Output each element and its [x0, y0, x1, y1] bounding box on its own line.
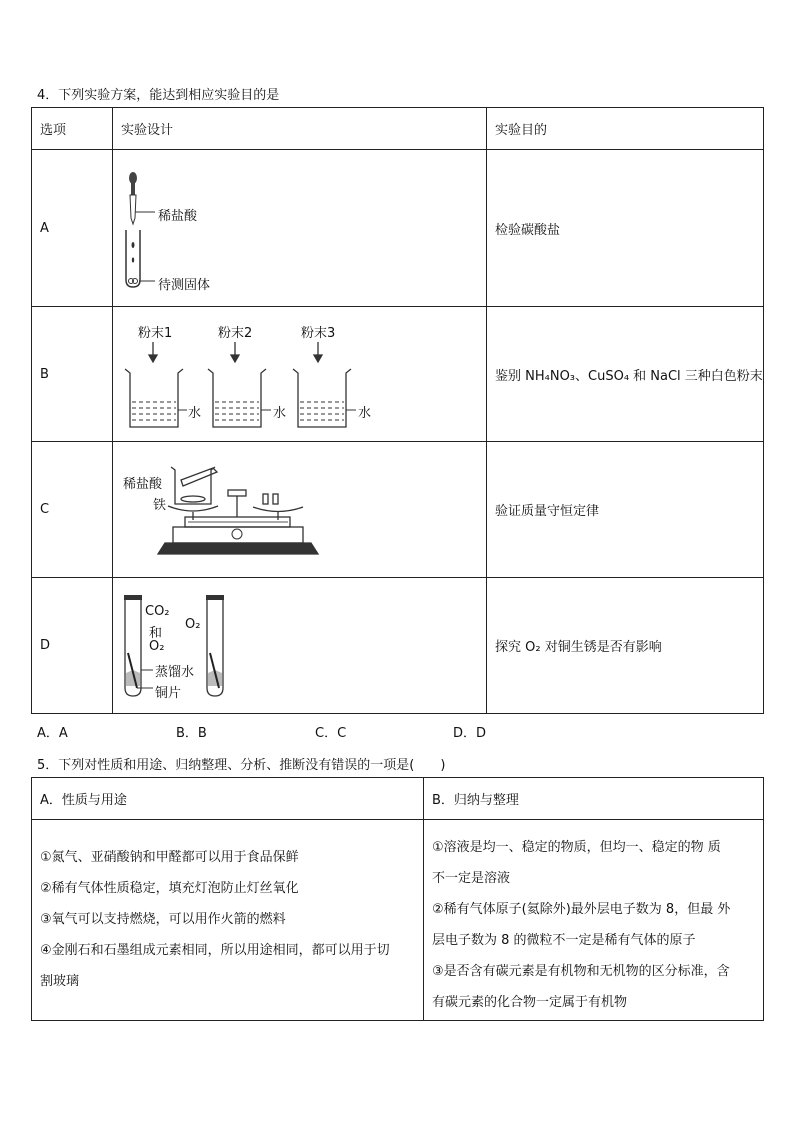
table-row-a: [32, 150, 764, 307]
balance-diagram: [113, 442, 478, 577]
design-b: [113, 307, 487, 442]
header-goal: 实验目的: [487, 108, 764, 150]
table-row: [32, 820, 764, 1021]
label-iron: 铁: [153, 498, 167, 513]
label-dilute-hcl: 稀盐酸: [158, 209, 198, 224]
goal-b: 鉴别 NH₄NO₃、CuSO₄ 和 NaCl 三种白色粉末: [487, 307, 764, 442]
design-d: [113, 578, 487, 714]
label-co2: CO₂: [145, 604, 170, 619]
statement-b3-cont: 有碳元素的化合物一定属于有机物: [432, 995, 628, 1010]
statement-a1: ①氮气、亚硝酸钠和甲醛都可以用于食品保鲜: [40, 850, 299, 865]
table-row-b: [32, 307, 764, 442]
question-5-table: [31, 777, 764, 1021]
table-row-c: [32, 442, 764, 578]
statement-b2: ②稀有气体原子(氦除外)最外层电子数为 8，但最 外: [432, 902, 731, 917]
statement-b1-cont: 不一定是溶液: [432, 871, 511, 886]
goal-a: 检验碳酸盐: [487, 150, 764, 307]
design-a: [113, 150, 487, 307]
goal-c: 验证质量守恒定律: [487, 442, 764, 578]
label-powder-1: 粉末1: [138, 326, 173, 341]
question-4-title: 4．下列实验方案，能达到相应实验目的是: [37, 88, 280, 103]
header-property-use: A．性质与用途: [32, 778, 424, 820]
answer-b[interactable]: B．B: [176, 726, 207, 741]
table-header-row: [32, 778, 764, 820]
design-c: [113, 442, 487, 578]
answer-a[interactable]: A．A: [37, 726, 68, 741]
label-water-3: 水: [358, 406, 372, 421]
label-water-1: 水: [188, 406, 202, 421]
label-o2-left: O₂: [149, 639, 165, 654]
induction-cell: [424, 820, 764, 1021]
label-test-solid: 待测固体: [158, 278, 211, 293]
table-row-d: [32, 578, 764, 714]
statement-b3: ③是否含有碳元素是有机物和无机物的区分标准，含: [432, 964, 730, 979]
label-dilute-hcl-c: 稀盐酸: [123, 477, 163, 492]
header-induction: B．归纳与整理: [424, 778, 764, 820]
label-and: 和: [149, 626, 163, 641]
statement-b1: ①溶液是均一、稳定的物质，但均一、稳定的物 质: [432, 840, 721, 855]
table-header-row: [32, 108, 764, 150]
option-c: C: [32, 442, 113, 578]
statement-a4-cont: 割玻璃: [40, 974, 80, 989]
option-b: B: [32, 307, 113, 442]
option-d: D: [32, 578, 113, 714]
label-powder-2: 粉末2: [218, 326, 253, 341]
label-copper-sheet: 铜片: [155, 686, 182, 701]
answer-d[interactable]: D．D: [453, 726, 487, 741]
label-water-2: 水: [273, 406, 287, 421]
label-o2-right: O₂: [185, 617, 201, 632]
label-distilled-water: 蒸馏水: [155, 665, 195, 680]
header-option: 选项: [32, 108, 113, 150]
answer-c[interactable]: C．C: [315, 726, 347, 741]
header-design: 实验设计: [113, 108, 487, 150]
question-4-table: [31, 107, 764, 714]
statement-a4: ④金刚石和石墨组成元素相同，所以用途相同，都可以用于切: [40, 943, 390, 958]
label-powder-3: 粉末3: [301, 326, 336, 341]
goal-d: 探究 O₂ 对铜生锈是否有影响: [487, 578, 764, 714]
statement-a3: ③氧气可以支持燃烧，可以用作火箭的燃料: [40, 912, 286, 927]
option-a: A: [32, 150, 113, 307]
statement-b2-cont: 层电子数为 8 的微粒不一定是稀有气体的原子: [432, 933, 696, 948]
statement-a2: ②稀有气体性质稳定，填充灯泡防止灯丝氧化: [40, 881, 299, 896]
property-use-cell: [32, 820, 424, 1021]
question-5-title: 5．下列对性质和用途、归纳整理、分析、推断没有错误的一项是( ): [37, 758, 446, 773]
